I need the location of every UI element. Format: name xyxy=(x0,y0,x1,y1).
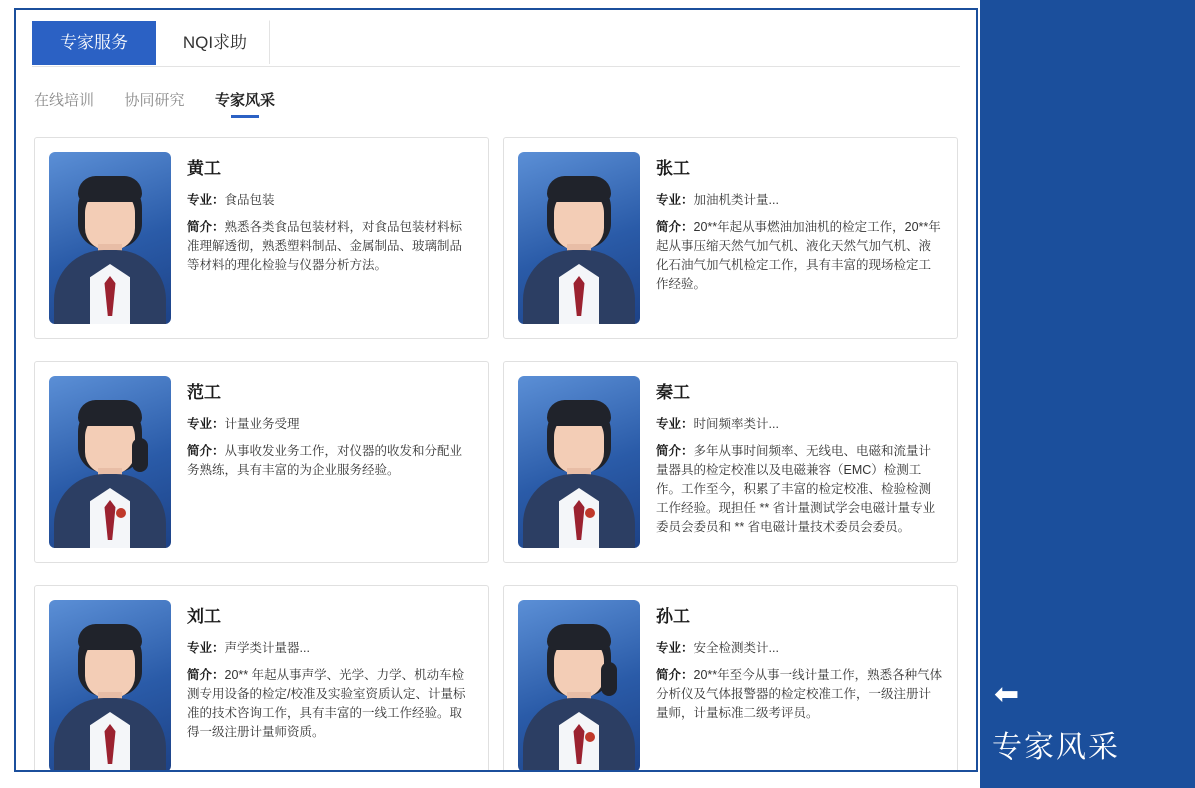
expert-intro-row xyxy=(656,442,943,537)
expert-card[interactable] xyxy=(503,137,958,339)
intro-label: 简介： xyxy=(656,220,694,234)
expert-card[interactable] xyxy=(503,585,958,772)
major-value: 计量业务受理 xyxy=(224,417,300,431)
expert-info xyxy=(187,152,474,324)
intro-value: 熟悉各类食品包装材料，对食品包装材料标准理解透彻，熟悉塑料制品、金属制品、玻璃制品等材料的理化检验与仪器分析方法。 xyxy=(187,220,463,272)
intro-value: 20** 年起从事声学、光学、力学、机动车检测专用设备的检定/校准及实验室资质认定、计量标准的技术咨询工作，具有丰富的一线工作经验。取得一级注册计量师资质。 xyxy=(187,668,466,739)
avatar xyxy=(49,600,171,772)
intro-label: 简介： xyxy=(187,668,225,682)
expert-intro-row xyxy=(187,666,474,742)
avatar xyxy=(49,152,171,324)
expert-name: 孙工 xyxy=(656,607,690,626)
avatar xyxy=(518,376,640,548)
major-label: 专业： xyxy=(656,641,694,655)
subtab-collaborative-research[interactable]: 协同研究 xyxy=(124,92,185,109)
expert-major-row xyxy=(656,639,943,658)
major-label: 专业： xyxy=(187,417,225,431)
intro-label: 简介： xyxy=(187,444,225,458)
expert-intro-row xyxy=(187,218,474,275)
expert-major-row xyxy=(187,415,474,434)
major-value: 食品包装 xyxy=(224,193,275,207)
intro-value: 20**年起从事燃油加油机的检定工作，20**年起从事压缩天然气加气机、液化天然气加气机、液化石油气加气机检定工作，具有丰富的现场检定工作经验。 xyxy=(656,220,941,291)
tab-nqi-help[interactable]: NQI求助 xyxy=(160,20,270,64)
expert-card-grid xyxy=(34,137,958,772)
intro-value: 20**年至今从事一线计量工作，熟悉各种气体分析仪及气体报警器的检定校准工作，一级注册计量师，计量标准二级考评员。 xyxy=(656,668,943,720)
arrow-left-icon: ⬅ xyxy=(994,678,1020,711)
major-label: 专业： xyxy=(187,193,225,207)
intro-value: 从事收发业务工作，对仪器的收发和分配业务熟练，具有丰富的为企业服务经验。 xyxy=(187,444,463,477)
annotation-label: 专家风采 xyxy=(992,731,1120,764)
expert-name: 范工 xyxy=(187,383,221,402)
expert-card[interactable] xyxy=(34,137,489,339)
major-value: 安全检测类计... xyxy=(693,641,779,655)
expert-name: 黄工 xyxy=(187,159,221,178)
expert-info xyxy=(187,376,474,548)
expert-major-row xyxy=(187,639,474,658)
expert-info xyxy=(656,376,943,548)
avatar xyxy=(518,600,640,772)
expert-card[interactable] xyxy=(34,361,489,563)
expert-major-row xyxy=(656,415,943,434)
expert-info xyxy=(187,600,474,772)
primary-tabbar xyxy=(32,20,960,67)
expert-major-row xyxy=(187,191,474,210)
expert-major-row xyxy=(656,191,943,210)
major-value: 声学类计量器... xyxy=(224,641,310,655)
annotation-sidebar xyxy=(980,0,1195,788)
expert-intro-row xyxy=(656,218,943,294)
avatar xyxy=(49,376,171,548)
expert-info xyxy=(656,152,943,324)
intro-label: 简介： xyxy=(656,444,694,458)
intro-label: 简介： xyxy=(656,668,694,682)
expert-intro-row xyxy=(656,666,943,723)
expert-card[interactable] xyxy=(503,361,958,563)
intro-value: 多年从事时间频率、无线电、电磁和流量计量器具的检定校准以及电磁兼容（EMC）检测工作。工作至今，积累了丰富的检定校准、检验检测工作经验。现担任 ** 省计量测试学会电磁计量专业委员会委员和 ** 省电磁计量技术委员会委员。 xyxy=(656,444,936,534)
major-value: 加油机类计量... xyxy=(693,193,779,207)
major-label: 专业： xyxy=(656,417,694,431)
content-panel xyxy=(14,8,978,772)
expert-name: 张工 xyxy=(656,159,690,178)
intro-label: 简介： xyxy=(187,220,225,234)
tab-expert-service[interactable]: 专家服务 xyxy=(32,21,156,65)
subtab-online-training[interactable]: 在线培训 xyxy=(34,92,95,109)
secondary-tabbar xyxy=(34,89,976,123)
expert-info xyxy=(656,600,943,772)
subtab-expert-showcase[interactable]: 专家风采 xyxy=(215,89,275,118)
expert-card[interactable] xyxy=(34,585,489,772)
major-label: 专业： xyxy=(656,193,694,207)
expert-name: 秦工 xyxy=(656,383,690,402)
major-value: 时间频率类计... xyxy=(693,417,779,431)
major-label: 专业： xyxy=(187,641,225,655)
expert-intro-row xyxy=(187,442,474,480)
avatar xyxy=(518,152,640,324)
expert-name: 刘工 xyxy=(187,607,221,626)
